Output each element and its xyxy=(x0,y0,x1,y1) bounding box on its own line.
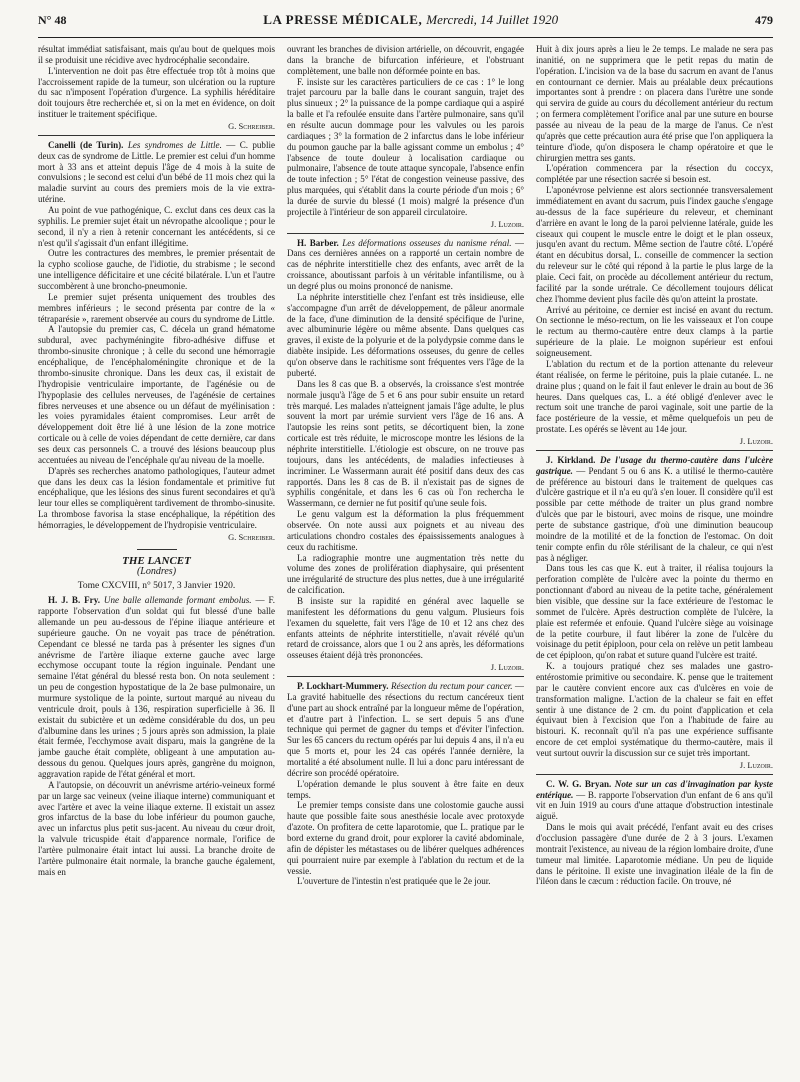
article-lead xyxy=(536,455,773,564)
paragraph: L'ablation du rectum et de la portion attenante du releveur étant réalisée, on ferme le péritoine, puis la plaie cutanée. L. ne draine plus ; quand on le fait il faut enlever le drain au bout de 36 heures. Dans quelques cas, L. a été obligé d'enlever avec le rectum soit une tranche de paroi vaginale, soit une partie de la face postérieure de la vessie, et même quelquefois un peu de prostate. Les opérés se lèvent au 14e jour. xyxy=(536,358,773,435)
issue-date: Mercredi, 14 Juillet 1920 xyxy=(426,12,559,27)
paragraph-text: — F. rapporte l'observation d'un soldat qui fut blessé d'une balle allemande un peu au-dessous de l'épine iliaque antérieure et supérieure gauche. On ne voyait pas trace de pénétration. Cependant ce blessé ne tarda pas à présenter les signes d'un anévrisme de l'artère iliaque externe gauche avec large ecchymose occupant toute la région inguinale. Pendant une semaine l'état général du blessé resta bon. On nota seulement : un peu de congestion hypostatique de la 2e base pulmonaire, un murmure systolique de la pointe, surtout marqué au niveau du ventricule droit, pouls à 136, respiration superficielle à 36. Il existait du subictère et un œdème considérable du dos, un peu d'albumine dans les urines ; 5 jours après son admission, la plaie était fermée, l'ecchymose avait disparu, mais la gangrène de la jambe gauche était complète, obligeant à une amputation au-dessous du genou. Quelques jours après, gangrène du moignon, aggravation rapide de l'état général et mort. xyxy=(38,595,275,779)
paragraph: Outre les contractures des membres, le premier présentait de la cypho scoliose gauche, de l'idiotie, du strabisme ; le second une intelligence déficitaire et une cécité bilatérale. L'un et l'autre succombèrent à une broncho-pneumonie. xyxy=(38,248,275,292)
article-author: Canelli (de Turin). xyxy=(48,139,124,150)
article-lead xyxy=(38,140,275,205)
divider xyxy=(287,233,524,234)
paragraph: Dans le mois qui avait précédé, l'enfant avait eu des crises d'occlusion passagère d'une durée de 2 à 3 jours. L'examen montrait l'existence, au niveau de la région lombaire droite, d'une tumeur mal limitée. Laparotomie médiane. Un peu de liquide dans le péritoine. Il existe une invagination iléale de la fin de l'iléon dans le cæcum : réduction facile. On trouve, né xyxy=(536,822,773,887)
paragraph: A l'autopsie, on découvrit un anévrisme artério-veineux formé par un large sac veineux (veine iliaque interne) communiquant et avec l'artère et avec la veine iliaque externe. Il existait un assez gros infarctus de la base du lobe inférieur du poumon gauche, avec un infarctus plus petit sus-jacent. Au niveau du cœur droit, la valvule tricuspide était d'apparence normale, l'orifice de l'artère pulmonaire était intact lui aussi. La branche droite de l'artère pulmonaire était normale, la branche gauche également, mais en xyxy=(38,779,275,877)
divider xyxy=(536,450,773,451)
article-lead xyxy=(287,681,524,779)
article-lead xyxy=(287,238,524,292)
column-1 xyxy=(38,44,275,1070)
page-header xyxy=(38,12,773,38)
divider xyxy=(38,135,275,136)
article-author: H. J. B. Fry. xyxy=(48,595,100,606)
journal-name: LA PRESSE MÉDICALE, xyxy=(263,12,423,27)
paragraph: D'après ses recherches anatomo pathologiques, l'auteur admet que dans les deux cas la lésion fondamentale et primitive fut encéphalique, que les lésions des sinus furent secondaires et qu'à leur tour elles se compliquèrent tardivement de thrombo-sinusite. La thrombose favorisa la stase encéphalique, la répétition des hémorragies, le développement de l'hydropisie ventriculaire. xyxy=(38,465,275,530)
paragraph: ouvrant les branches de division artérielle, on découvrit, engagée dans la branche de bifurcation inférieure, et l'obstruant complètement, une balle non déformée pointe en bas. xyxy=(287,44,524,76)
article-lead xyxy=(38,595,275,780)
paragraph: Au point de vue pathogénique, C. exclut dans ces deux cas la syphilis. Le premier sujet était un névropathe alcoolique ; pour le second, il n'y a rien à retenir concernant les antécédents, si ce n'est qu'il s'agissait d'un enfant illégitime. xyxy=(38,205,275,248)
paragraph: F. insiste sur les caractères particuliers de ce cas : 1° le long trajet parcouru par la balle dans le courant sanguin, trajet des plus sinueux ; 2° la puissance de la pompe cardiaque qui a aspiré la balle et l'a refoulée ensuite dans l'artère pulmonaire, sans qu'il en résulte aucun dommage pour les valvules ou les parois cardiaques ; 3° la formation de 2 infarctus dans le lobe inférieur du poumon gauche par la balle agissant comme un embolus ; 4° l'absence de toute douleur à localisation cardiaque ou pulmonaire, l'absence de toute attaque syncopale, l'absence enfin de toute infection ; 5° l'état de congestion veineuse passive, des plus marquées, qui s'établit dans la courte période d'un mois ; 6° la durée de survie du blessé (1 mois) malgré la présence d'un projectile à l'intérieur de son appareil circulatoire. xyxy=(287,76,524,217)
author-signature: G. Schreiber. xyxy=(228,121,275,132)
paragraph: L'intervention ne doit pas être effectuée trop tôt à moins que l'accroissement rapide de la tumeur, son ulcération ou la rupture du sac n'imposent l'opération d'urgence. La syphilis héréditaire doit toujours être recherchée et, si on la met en évidence, on doit instituer le traitement spécifique. xyxy=(38,65,275,120)
column-2 xyxy=(287,44,524,1070)
divider xyxy=(536,774,773,775)
paragraph: B insiste sur la rapidité en général avec laquelle se manifestent les déformations du genu valgum. Plusieurs fois l'examen du squelette, fait vers l'âge de 10 et 12 ans chez des enfants atteints de néphrite interstitielle, n'avait révélé qu'un retard de croissance, alors que 1 ou 2 ans après, les déformations osseuses étaient déjà très prononcées. xyxy=(287,595,524,661)
paragraph: Arrivé au péritoine, ce dernier est incisé en avant du rectum. On sectionne le méso-rectum, on lie les vaisseaux et l'on coupe le rectum au thermo-cautère entre deux clamps à la partie supérieure de la plaie. Le moignon supérieur est enfoui soigneusement. xyxy=(536,304,773,359)
paragraph: Le premier temps consiste dans une colostomie gauche aussi haute que possible faite sous anesthésie locale avec protoxyde d'azote. On profitera de cette laparotomie, que L. pratique par le bord externe du grand droit, pour explorer la cavité abdominale, afin de dépister les métastases ou de libérer quelques adhérences qui pourraient nuire par exemple à l'ablation du rectum et de la vessie. xyxy=(287,800,524,876)
paragraph: L'aponévrose pelvienne est alors sectionnée transversalement immédiatement en avant du sacrum, puis l'index gauche s'engage au-dessus de la face supérieure du releveur, et cheminant d'arrière en avant le long de la paroi pelvienne latérale, guide les ciseaux qui coupent le muscle entre le doigt et le plan osseux, jusqu'en avant du rectum. Même section de l'autre côté. L'opéré étant en décubitus dorsal, L. conseille de commencer la section du releveur sur le côté qui répond à la partie le plus large de la plaie. Ceci fait, on procède au décollement antérieur du rectum, facilité par la sonde urétrale. Ce décollement toujours délicat chez l'homme devient plus facile dès qu'on atteint la prostate. xyxy=(536,185,773,304)
article-author: H. Barber. xyxy=(297,237,339,248)
paragraph: A l'autopsie du premier cas, C. décela un grand hématome subdural, avec pachyméningite fibro-adhésive diffuse et thrombo-sinusite chronique ; à celle du second une hémorragie encéphalique, de l'encéphaloméningite chronique et de la thrombo-sinusite chronique. Dans les deux cas, il existait de l'hydropisie ventriculaire importante, de l'agénésie ou de l'hypoplasie des cellules nerveuses, de l'agénésie de certaines fibres nerveuses et une absence ou un défaut de myélinisation : les voies pyramidales étaient compromises. Leur arrêt de développement doit être lié à une lésion de la zone motrice corticale ou à celle de voies dépendant de cette dernière, car dans ses deux cas personnels C. a trouvé des lésions beaucoup plus accentuées au niveau de l'encéphale qu'au niveau de la moelle. xyxy=(38,324,275,465)
author-signature: J. Luzoir. xyxy=(739,759,773,770)
article-title: Les déformations osseuses du nanisme rénal. xyxy=(342,237,512,248)
paragraph: Le genu valgum est la déformation la plus fréquemment observée. On note aussi aux poignets et au niveau des articulations chondro costales des épaississements analogues à ceux du rachitisme. xyxy=(287,509,524,552)
article-title: Note sur un cas d'invagination par kyste entérique. xyxy=(536,778,773,800)
paragraph-text: — La gravité habituelle des résections du rectum cancéreux tient d'une part au shock entraîné par la longueur même de l'opération, et d'autre part à l'infection. L. se sert depuis 5 ans d'une technique qui permet de gagner du temps et d'éviter l'infection. Sur les 65 cancers du rectum opérés par lui depuis 4 ans, il n'a eu que 5 morts et, pour les 24 cas opérés l'année dernière, la mortalité a été absolument nulle. Il lui a donc paru intéressant de décrire son procédé opératoire. xyxy=(287,680,524,778)
article-author: J. Kirkland. xyxy=(546,454,596,465)
paragraph: L'opération commencera par la résection du coccyx, complétée par une résection sacrée si besoin est. xyxy=(536,163,773,185)
text-columns xyxy=(38,44,773,1070)
page-number: 479 xyxy=(755,13,773,27)
section-title: THE LANCET xyxy=(122,554,191,567)
author-signature: J. Luzoir. xyxy=(490,218,524,229)
paragraph: Dans tous les cas que K. eut à traiter, il réalisa toujours la perforation complète de l'ulcère avec la pointe du thermo en ponctionnant d'abord au niveau de la petite tache, généralement bien visible, que dessine sur la face extérieure de l'estomac le sommet de l'ulcère. Après destruction complète de l'ulcère, la plaie est refermée et enfouie. Quand l'ulcère siège au voisinage de la petite courbure, il faut libérer la zone de l'ulcère du voisinage du petit épiploon, pour cela on relève un petit lambeau de cet épiploon, qu'on rabat et suture quand l'ulcère est traité. xyxy=(536,563,773,661)
column-3 xyxy=(536,44,773,1070)
issue-number: N° 48 xyxy=(38,13,67,27)
article-title: Les syndromes de Little. xyxy=(127,139,222,150)
paragraph: La néphrite interstitielle chez l'enfant est très insidieuse, elle s'accompagne d'un arrêt de développement, de pâleur anormale de la face, d'une diminution de la densité spécifique de l'urine, avec albuminurie légère ou même absente. Dans quelques cas graves, il existe de la polyurie et de la polydypsie comme dans le diabète insipide. Les déformations osseuses, du genre de celles qu'on observe dans le rachitisme sont fréquentes vers l'âge de la puberté. xyxy=(287,291,524,378)
paragraph: L'opération demande le plus souvent à être faite en deux temps. xyxy=(287,778,524,800)
paragraph: La radiographie montre une augmentation très nette du volume des zones de prolifération diaphysaire, qui présentent une irrégularité de structure des plus nettes, due à une irrégularité de calcification. xyxy=(287,552,524,596)
author-signature: J. Luzoir. xyxy=(739,435,773,446)
journal-title xyxy=(263,12,558,28)
divider xyxy=(287,676,524,677)
paragraph-text: — B. rapporte l'observation d'un enfant de 6 ans qu'il vit en Juin 1919 au cours d'une attaque d'obstruction intestinale aiguë. xyxy=(536,789,773,822)
paragraph-text: — Dans ces dernières années on a rapporté un certain nombre de cas de néphrite interstitielle chez des enfants, avec arrêt de la croissance, aboutissant parfois à un véritable infantilisme, ou à un degré plus ou moins prononcé de nanisme. xyxy=(287,237,524,292)
author-signature: G. Schreiber. xyxy=(228,531,275,542)
paragraph: K. a toujours pratiqué chez ses malades une gastro-entérostomie primitive ou secondaire. K. pense que le traitement par le cautère convient encore aux cas d'ulcères en voie de transformation maligne. L'action de la chaleur se fait en effet sentir à une distance de 2 cm. du point d'application et cela équivaut bien à l'excision que l'on a l'habitude de faire au bistouri. K. reconnaît qu'il n'a pas une expérience suffisante encore de cet emploi systématique du thermo-cautère, mais il veut surtout ouvrir la discussion sur ce sujet très important. xyxy=(536,661,773,758)
journal-page xyxy=(38,12,773,1074)
article-title: Une balle allemande formant embolus. xyxy=(103,595,252,606)
author-signature: J. Luzoir. xyxy=(490,662,524,673)
paragraph: Le premier sujet présenta uniquement des troubles des membres inférieurs ; le second présenta par contre de la « tétraparésie », rarement observée au cours du syndrome de Little. xyxy=(38,291,275,324)
paragraph: Huit à dix jours après a lieu le 2e temps. Le malade ne sera pas inanitié, on ne supprimera que le petit repas du matin de l'opération. L'incision va de la base du sacrum en avant de l'anus en contournant ce dernier. Mais au préalable deux précautions importantes sont à prendre : on placera dans l'urètre une sonde qui servira de guide au cours du décollement antérieur du rectum ; on fermera complètement l'orifice anal par une suture en bourse passée au niveau de la peau de la marge de l'anus. Ce n'est qu'après que cette précaution aura été prise que l'on appliquera la teinture d'iode, qu'on disposera le champ opératoire et que le chirurgien mettra ses gants. xyxy=(536,44,773,163)
issue-reference: Tome CXCVIII, n° 5017, 3 Janvier 1920. xyxy=(77,581,236,592)
paragraph: L'ouverture de l'intestin n'est pratiquée que le 2e jour. xyxy=(297,876,491,887)
article-title: De l'usage du thermo-cautère dans l'ulcère gastrique. xyxy=(536,454,773,476)
article-author: C. W. G. Bryan. xyxy=(546,778,612,789)
paragraph-text: — C. publie deux cas de syndrome de Little. Le premier est celui d'un homme mort à 33 ans et atteint depuis l'âge de 4 mois à la suite de convulsions ; le second est celui d'un bébé de 11 mois chez qui la maladie survint au cours des premiers mois de la vie extra-utérine. xyxy=(38,139,275,205)
paragraph: résultat immédiat satisfaisant, mais qu'au bout de quelques mois il se produisit une récidive avec hydrocéphalie secondaire. xyxy=(38,44,275,65)
paragraph-text: — Pendant 5 ou 6 ans K. a utilisé le thermo-cautère de préférence au bistouri dans le traitement de quelques cas d'ulcère gastrique et il n'a eu qu'à s'en louer. Il considère qu'il est possible par cette méthode de traiter un plus grand nombre d'ulcès que par le bistouri, avec moins de risque, une moindre perte de substance gastrique, d'où une diminution beaucoup moindre de la motilité et de la fonction de l'estomac. On doit tenir compte enfin du rôle stérilisant de la chaleur, ce qui n'est pas à négliger. xyxy=(536,465,773,563)
divider xyxy=(137,549,177,550)
paragraph: Dans les 8 cas que B. a observés, la croissance s'est montrée normale jusqu'à l'âge de 5 et 6 ans pour subir ensuite un retard très marqué. Les malades n'atteignent jamais l'âge adulte, le plus souvent la mort par urémie survient vers l'âge de 16 ans. A l'autopsie les reins sont petits, se décortiquent bien, la zone corticale est très réduite, le microscope montre les lésions de la néphrite interstitielle. L'étiologie est obscure, on ne trouve pas toujours, dans les antécédents, de maladies infectieuses à incriminer. Le Wassermann aurait été positif dans deux des cas rapportés. Dans les 8 cas de B. il n'existait pas de signes de syphilis congénitale, et dans les 6 cas où l'on rechercha le Wassermann, ce dernier ne fut positif qu'une seule fois. xyxy=(287,378,524,509)
article-author: P. Lockhart-Mummery. xyxy=(297,680,389,691)
article-title: Résection du rectum pour cancer. xyxy=(390,680,513,691)
article-lead xyxy=(536,779,773,822)
section-subtitle: (Londres) xyxy=(136,565,177,577)
